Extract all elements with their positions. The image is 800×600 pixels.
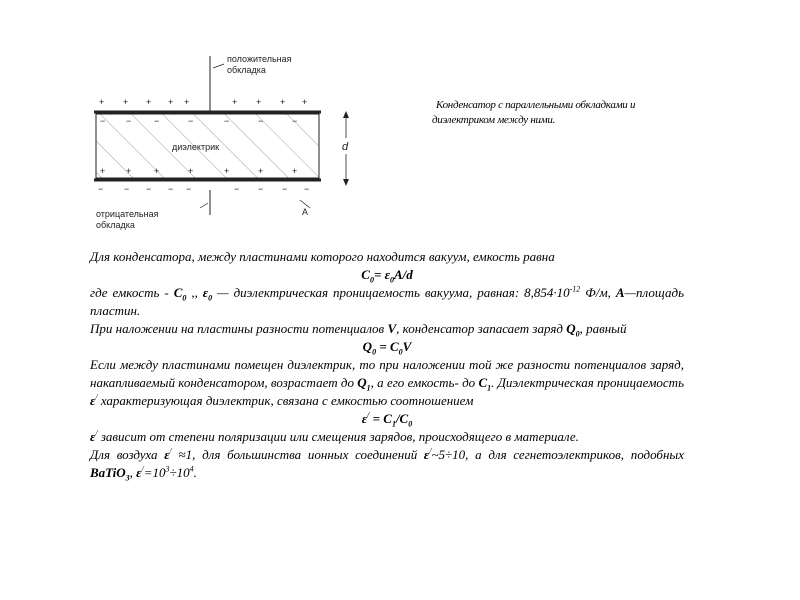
minus-charge: − — [304, 184, 310, 194]
minus-charge: − — [188, 116, 194, 126]
minus-charge: − — [154, 116, 160, 126]
minus-charge: − — [258, 184, 264, 194]
dielectric-label: диэлектрик — [172, 142, 220, 152]
formula-charge: $Q_0 = C_0V$ — [362, 339, 412, 357]
minus-charge: − — [126, 116, 132, 126]
positive-plate-label-line2: обкладка — [227, 65, 266, 75]
minus-charge: − — [100, 116, 106, 126]
thickness-dimension — [342, 111, 349, 186]
paragraph-charge: При наложении на пластины разности потенциалов V, конденсатор запасает заряд $Q_0$, равный — [90, 321, 627, 339]
paragraph-values: Для воздуха ε/ ≈1, для большинства ионных соединений ε/~5÷10, а для сегнетоэлектриков, подобных BaTiO$_3$, $\varepsilon^/=10^3\div 10^4$. — [90, 446, 684, 483]
paragraph-polarization: ε/ зависит от степени поляризации или смещения зарядов, происходящего в материале. — [90, 428, 579, 444]
negative-label-leader — [200, 203, 208, 208]
plus-charge: + — [280, 97, 286, 107]
area-label: A — [302, 207, 309, 217]
minus-charge: − — [186, 184, 192, 194]
plus-charge: + — [99, 97, 105, 107]
caption-line-1: Конденсатор с параллельными обкладками и — [436, 99, 636, 111]
formula-vacuum-capacitance: $C_0= \varepsilon_0A/d$ — [361, 267, 413, 285]
minus-charge: − — [98, 184, 104, 194]
plus-charge: + — [100, 166, 106, 176]
plus-charge: + — [224, 166, 230, 176]
thickness-label: d — [342, 141, 349, 153]
plus-charge: + — [232, 97, 238, 107]
plus-charge: + — [146, 97, 152, 107]
minus-charge: − — [282, 184, 288, 194]
plus-charge: + — [292, 166, 298, 176]
paragraph-vacuum-capacitance: Для конденсатора, между пластинами которого находится вакуум, емкость равна — [90, 249, 555, 264]
plus-charge: + — [126, 166, 132, 176]
minus-charge: − — [234, 184, 240, 194]
plus-charge: + — [184, 97, 190, 107]
formula-permittivity: $\varepsilon^/ = C_1/C_0$ — [361, 410, 413, 429]
plus-charge: + — [154, 166, 160, 176]
caption-line-2: диэлектриком между ними. — [432, 114, 556, 126]
plus-charge: + — [256, 97, 262, 107]
positive-label-leader — [213, 64, 224, 68]
minus-charge: − — [168, 184, 174, 194]
plus-charge: + — [123, 97, 129, 107]
minus-charge: − — [292, 116, 298, 126]
plus-charge: + — [188, 166, 194, 176]
paragraph-dielectric: Если между пластинами помещен диэлектрик, то при наложении той же разности потенциалов заряд, накапливаемый конденсатором, возрастает до $Q_1$, а его емкость- до $C_1$. Диэлектрическая проницаемость ε/ характеризующая диэлектрик, связана с емкостью соотношением — [90, 357, 684, 408]
positive-plate-label-line1: положительная — [227, 54, 292, 64]
plus-charge: + — [258, 166, 264, 176]
body-text — [90, 248, 684, 482]
paragraph-definitions: где емкость - $C_0$ ,, $\varepsilon_0$ — диэлектрическая проницаемость вакуума, равная: $8,854\cdot 10^{-12}$ Ф/м, A—площадь пластин. — [90, 284, 685, 318]
negative-plate-label-line1: отрицательная — [96, 209, 159, 219]
minus-charge: − — [124, 184, 130, 194]
plus-charge: + — [168, 97, 174, 107]
negative-plate-label-line2: обкладка — [96, 220, 135, 230]
plate-minus-charges — [98, 184, 309, 194]
figure-caption — [432, 98, 712, 128]
minus-charge: − — [146, 184, 152, 194]
minus-charge: − — [224, 116, 230, 126]
plate-plus-charges — [99, 97, 307, 107]
capacitor-diagram — [88, 40, 368, 230]
plus-charge: + — [302, 97, 308, 107]
minus-charge: − — [258, 116, 264, 126]
